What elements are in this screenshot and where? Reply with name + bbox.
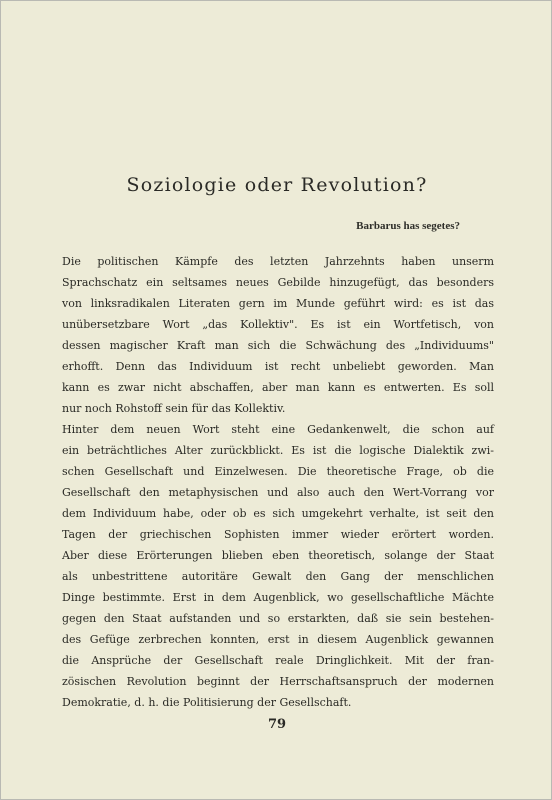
text-line: Sprachschatz ein seltsames neues Gebilde hinzugefügt, das besonders: [62, 276, 494, 289]
motto: Barbarus has segetes?: [356, 220, 460, 232]
text-line: unübersetzbare Wort „das Kollektiv". Es ist ein Wortfetisch, von: [62, 318, 494, 331]
chapter-title: Soziologie oder Revolution?: [126, 174, 428, 196]
text-line: als unbestrittene autoritäre Gewalt den Gang der menschlichen: [62, 570, 494, 583]
text-line: dem Individuum habe, oder ob es sich umgekehrt verhalte, ist seit den: [62, 507, 494, 520]
text-line: Die politischen Kämpfe des letzten Jahrzehnts haben unserm: [62, 255, 494, 268]
text-line: die Ansprüche der Gesellschaft reale Dringlichkeit. Mit der fran-: [62, 654, 494, 667]
text-line: ein beträchtliches Alter zurückblickt. Es ist die logische Dialektik zwi-: [62, 444, 494, 457]
text-line: zösischen Revolution beginnt der Herrschaftsanspruch der modernen: [62, 675, 494, 688]
text-line: von linksradikalen Literaten gern im Munde geführt wird: es ist das: [62, 297, 494, 310]
text-line: Tagen der griechischen Sophisten immer wieder erörtert worden.: [62, 528, 494, 541]
text-line: dessen magischer Kraft man sich die Schwächung des „Individuums": [62, 339, 494, 352]
text-line: Aber diese Erörterungen blieben eben theoretisch, solange der Staat: [62, 549, 494, 562]
text-line: nur noch Rohstoff sein für das Kollektiv.: [62, 402, 286, 415]
text-line: Demokratie, d. h. die Politisierung der Gesellschaft.: [62, 696, 352, 709]
text-line: kann es zwar nicht abschaffen, aber man kann es entwerten. Es soll: [62, 381, 494, 394]
text-line: gegen den Staat aufstanden und so erstarkten, daß sie sein bestehen-: [62, 612, 494, 625]
text-line: erhofft. Denn das Individuum ist recht unbeliebt geworden. Man: [62, 360, 494, 373]
text-line: des Gefüge zerbrechen konnten, erst in diesem Augenblick gewannen: [62, 633, 494, 646]
text-line: Gesellschaft den metaphysischen und also auch den Wert-Vorrang vor: [62, 486, 494, 499]
page-number: 79: [267, 717, 287, 732]
text-line: Dinge bestimmte. Erst in dem Augenblick, wo gesellschaftliche Mächte: [62, 591, 494, 604]
text-line: Hinter dem neuen Wort steht eine Gedankenwelt, die schon auf: [62, 423, 494, 436]
text-line: schen Gesellschaft und Einzelwesen. Die theoretische Frage, ob die: [62, 465, 494, 478]
